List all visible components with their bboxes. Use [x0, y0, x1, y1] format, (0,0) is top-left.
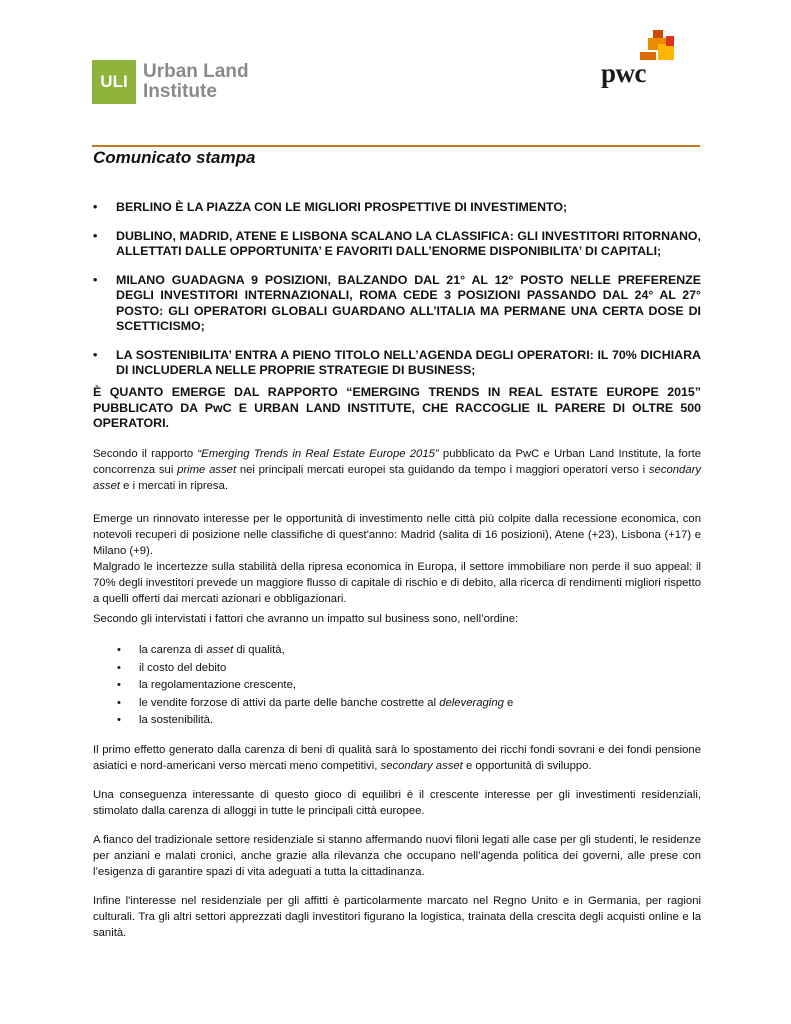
headline-item: • DUBLINO, MADRID, ATENE E LISBONA SCALANO LA CLASSIFICA: GLI INVESTITORI RITORNANO, ALLETTATI DALLE OPPORTUNITA’ E FAVORITI DALL’ENORME DISPONIBILITA’ DI CAPITALI;: [93, 228, 701, 258]
uli-logo-line1: Urban Land: [143, 61, 249, 82]
body-paragraph-3: Malgrado le incertezze sulla stabilità della ripresa economica in Europa, il settore immobiliare non perde il suo appeal: il 70% degli investitori prevede un maggiore flusso di capitale di rischio e di debito, alla ricerca di rendimenti migliori rispetto a quelli offerti dai mercati azionari e obbligazionari.: [93, 561, 701, 605]
list-item: • la sostenibilità.: [117, 712, 513, 730]
body-paragraph-1: Secondo il rapporto “Emerging Trends in Real Estate Europe 2015” pubblicato da PwC e Urban Land Institute, la forte concorrenza sui prime asset nei principali mercati europei sta guidando da tempo i maggiori operatori verso i secondary asset e i mercati in ripresa.: [93, 448, 702, 492]
header-rule: [92, 145, 700, 147]
body-paragraph-6: Una conseguenza interessante di questo gioco di equilibri è il crescente interesse per gli investimenti residenziali, stimolato dalla carenza di alloggi in tutte le principali città europee.: [93, 789, 701, 817]
body-paragraph-7: A fianco del tradizionale settore residenziale si stanno affermando nuovi filoni legati alle case per gli studenti, le residenze per anziani e malati cronici, anche grazie alla rilevanza che occupano nell’agenda politica dei governi, alle prese con l’esigenza di garantire spazi di vita adeguati a tutta la cittadinanza.: [93, 834, 701, 878]
headline-item: • MILANO GUADAGNA 9 POSIZIONI, BALZANDO DAL 21° AL 12° POSTO NELLE PREFERENZE DEGLI INVESTITORI INTERNAZIONALI, ROMA CEDE 3 POSIZIONI PASSANDO DAL 24° AL 27° POSTO: GLI OPERATORI GLOBALI GUARDANO ALL’ITALIA MA PERMANE UNA CERTA DOSE DI SCETTICISMO;: [93, 272, 701, 333]
bullet-icon: •: [93, 272, 98, 287]
headline-list: [93, 200, 701, 392]
body-paragraph-5: Il primo effetto generato dalla carenza di beni di qualità sarà lo spostamento dei ricchi fondi sovrani e dei fondi pensione asiatici e nord-americani verso mercati meno competitivi, secondary asset e opportunità di sviluppo.: [93, 744, 701, 772]
bullet-icon: •: [117, 644, 121, 656]
summary-statement: È QUANTO EMERGE DAL RAPPORTO “EMERGING TRENDS IN REAL ESTATE EUROPE 2015” PUBBLICATO DA PwC E URBAN LAND INSTITUTE, CHE RACCOGLIE IL PARERE DI OLTRE 500 OPERATORI.: [93, 385, 701, 430]
body-paragraph-2: Emerge un rinnovato interesse per le opportunità di investimento nelle città più colpite dalla recessione economica, con notevoli recuperi di posizione nelle classifiche di quest'anno: Madrid (salita di 16 posizioni), Atene (+23), Lisbona (+17) e Milano (+9).: [93, 513, 701, 557]
headline-item: • BERLINO È LA PIAZZA CON LE MIGLIORI PROSPETTIVE DI INVESTIMENTO;: [93, 200, 568, 214]
uli-logo-mark: ULI: [92, 60, 136, 104]
body-paragraph-4: Secondo gli intervistati i fattori che avranno un impatto sul business sono, nell’ordine:: [93, 613, 519, 625]
bullet-icon: •: [117, 661, 121, 674]
body-paragraph-8: Infine l'interesse nel residenziale per gli affitti è particolarmente marcato nel Regno Unito e in Germania, per ragioni culturali. Tra gli altri settori apprezzati dagli investitori figurano la logistica, trainata della crescita degli acquisti online e la sanità.: [93, 895, 701, 939]
pwc-logo: [598, 30, 688, 92]
uli-logo: [92, 56, 272, 108]
pwc-logo-wordmark: pwc: [601, 58, 646, 88]
bullet-icon: •: [117, 696, 121, 709]
list-item: • la carenza di asset di qualità,: [117, 642, 513, 660]
uli-logo-wordmark: [143, 62, 249, 102]
bullet-icon: •: [117, 714, 121, 727]
headline-item: • LA SOSTENIBILITA’ ENTRA A PIENO TITOLO NELL’AGENDA DEGLI OPERATORI: IL 70% DICHIARA DI INCLUDERLA NELLE PROPRIE STRATEGIE DI BUSINESS;: [93, 347, 701, 377]
bullet-icon: •: [93, 347, 98, 362]
uli-logo-line2: Institute: [143, 81, 217, 102]
list-item: • le vendite forzose di attivi da parte delle banche costrette al deleveraging e: [117, 695, 513, 713]
bullet-icon: •: [117, 679, 121, 692]
list-item: • il costo del debito: [117, 660, 513, 678]
factors-list: [117, 642, 513, 730]
bullet-icon: •: [93, 228, 98, 243]
page-title: Comunicato stampa: [93, 148, 256, 167]
bullet-icon: •: [93, 200, 98, 214]
list-item: • la regolamentazione crescente,: [117, 677, 513, 695]
